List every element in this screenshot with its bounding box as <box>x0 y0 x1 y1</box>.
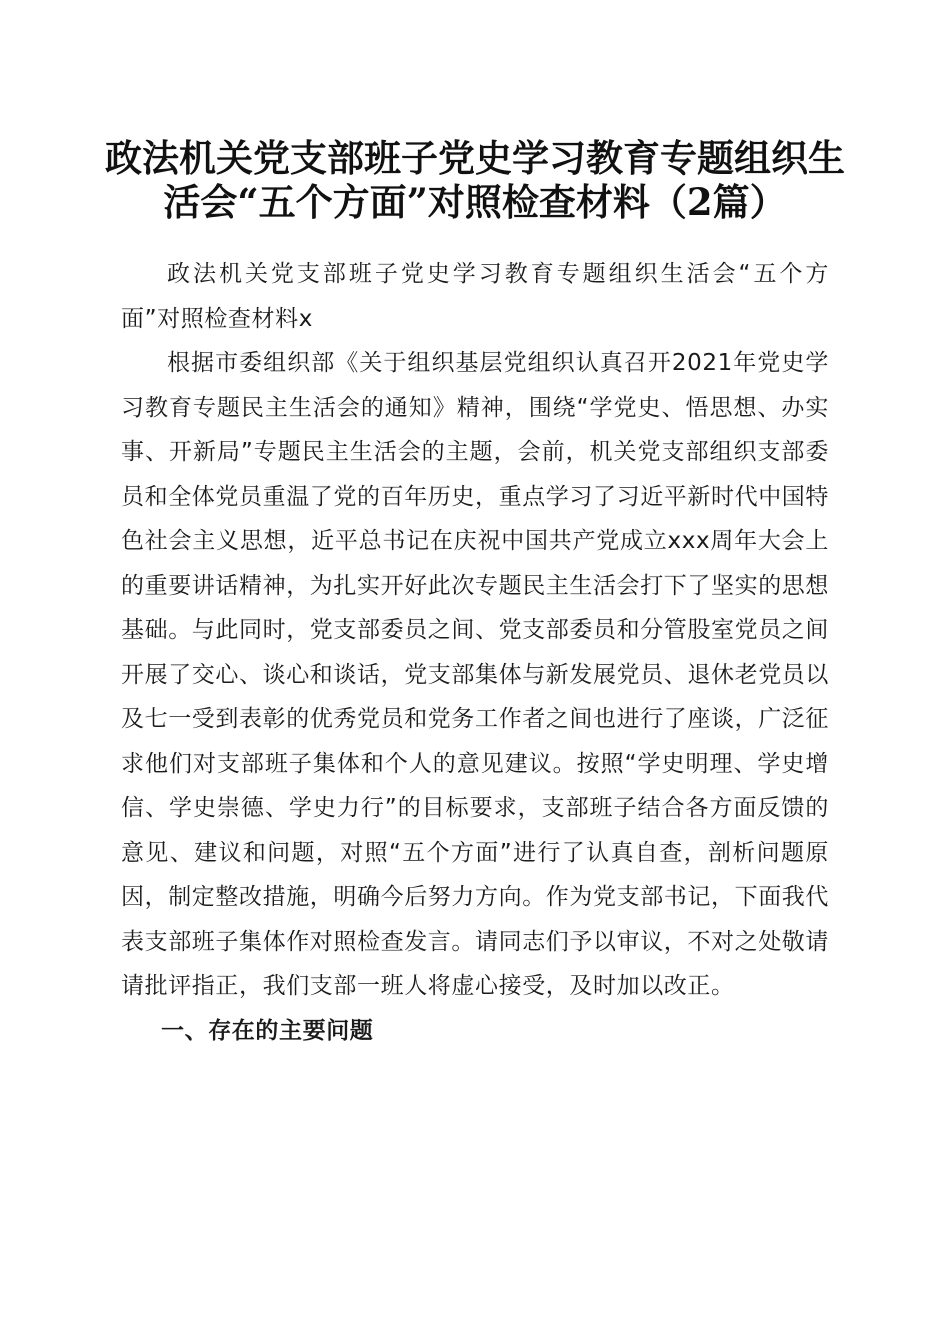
title-line-1: 政法机关党支部班子党史学习教育专题组织生 <box>105 136 845 180</box>
subtitle-paragraph: 政法机关党支部班子党史学习教育专题组织生活会“五个方面”对照检查材料x <box>121 261 829 332</box>
intro-paragraph: 根据市委组织部《关于组织基层党组织认真召开2021年党史学习教育专题民主生活会的通知》精神，围绕“学党史、悟思想、办实事、开新局”专题民主生活会的主题，会前，机关党支部组织支部委员和全体党员重温了党的百年历史，重点学习了习近平新时代中国特色社会主义思想，近平总书记在庆祝中国共产党成立xxx周年大会上的重要讲话精神，为扎实开好此次专题民主生活会打下了坚实的思想基础。与此同时，党支部委员之间、党支部委员和分管股室党员之间开展了交心、谈心和谈话，党支部集体与新发展党员、退休老党员以及七一受到表彰的优秀党员和党务工作者之间也进行了座谈，广泛征求他们对支部班子集体和个人的意见建议。按照“学史明理、学史增信、学史崇德、学史力行”的目标要求，支部班子结合各方面反馈的意见、建议和问题，对照“五个方面”进行了认真自查，剖析问题原因，制定整改措施，明确今后努力方向。作为党支部书记，下面我代表支部班子集体作对照检查发言。请同志们予以审议，不对之处敬请请批评指正，我们支部一班人将虚心接受，及时加以改正。 <box>121 350 829 999</box>
section-heading: 一、存在的主要问题 <box>161 1017 374 1044</box>
document-title <box>100 136 850 224</box>
title-line-2: 活会“五个方面”对照检查材料（2篇） <box>163 180 787 224</box>
document-body <box>121 252 829 1053</box>
